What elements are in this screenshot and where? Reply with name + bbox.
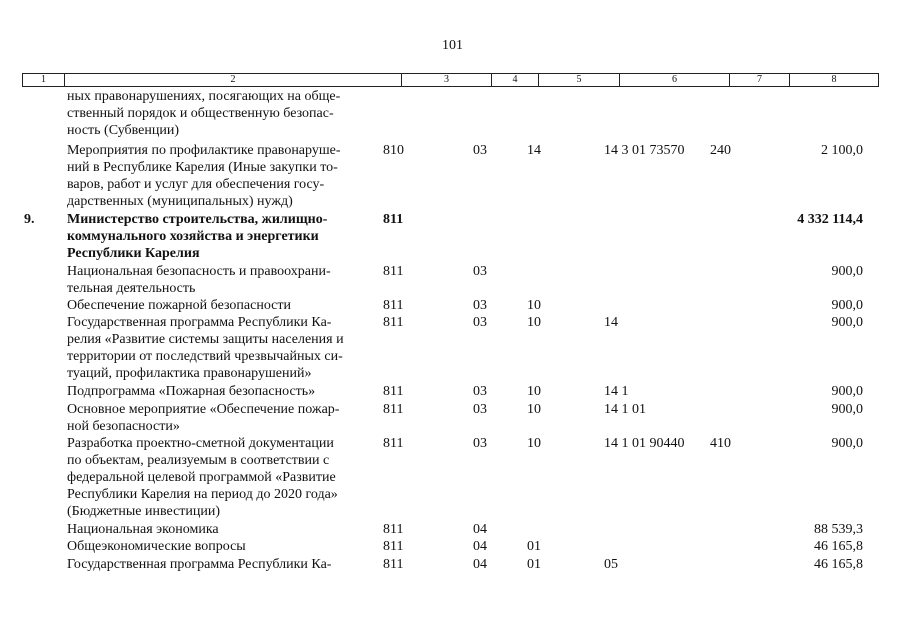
row-name-line: по объектам, реализуемым в соответствии с [67, 453, 330, 468]
ministry-code: 811 [383, 264, 404, 279]
row-name-line: Республики Карелия [67, 246, 200, 261]
target-article-code: 14 1 01 [604, 402, 646, 417]
row-name-line: Национальная безопасность и правоохрани- [67, 264, 331, 279]
ministry-code: 811 [383, 522, 404, 537]
row-name [67, 401, 367, 435]
row-name-line: Разработка проектно-сметной документации [67, 436, 334, 451]
target-article-code: 14 1 01 90440 [604, 436, 685, 451]
row-name-line: Обеспечение пожарной безопасности [67, 298, 292, 313]
row-name [67, 142, 367, 210]
section-code: 03 [473, 436, 487, 451]
amount: 2 100,0 [821, 143, 863, 158]
target-article-code: 05 [604, 557, 618, 572]
header-col-6: 6 [619, 74, 729, 86]
row-name-line: дарственных (муниципальных) нужд) [67, 194, 293, 209]
row-name-line: ных правонарушениях, посягающих на обще- [67, 89, 341, 104]
ministry-code: 811 [383, 539, 404, 554]
row-name-line: релия «Развитие системы защиты населения и [67, 332, 344, 347]
ministry-code: 810 [383, 143, 404, 158]
expense-type-code: 240 [710, 143, 731, 158]
ministry-code: 811 [383, 315, 404, 330]
header-col-8: 8 [789, 74, 878, 86]
row-name [67, 263, 367, 297]
amount: 88 539,3 [814, 522, 863, 537]
row-name-line: Основное мероприятие «Обеспечение пожар- [67, 402, 340, 417]
section-code: 04 [473, 539, 487, 554]
subsection-code: 14 [527, 143, 541, 158]
row-name-line: ной безопасности» [67, 419, 180, 434]
header-col-5: 5 [538, 74, 619, 86]
ministry-code: 811 [383, 557, 404, 572]
subsection-code: 10 [527, 298, 541, 313]
row-name-line: территории от последствий чрезвычайных си- [67, 349, 343, 364]
amount: 900,0 [831, 402, 863, 417]
header-col-1: 1 [41, 74, 46, 85]
amount: 46 165,8 [814, 557, 863, 572]
subsection-code: 10 [527, 402, 541, 417]
row-name-line: Мероприятия по профилактике правонаруше- [67, 143, 341, 158]
row-name-line: Национальная экономика [67, 522, 219, 537]
row-name-line: Министерство строительства, жилищно- [67, 212, 328, 227]
amount: 900,0 [831, 436, 863, 451]
expense-type-code: 410 [710, 436, 731, 451]
row-name-line: тельная деятельность [67, 281, 196, 296]
row-name-line: (Бюджетные инвестиции) [67, 504, 221, 519]
subsection-code: 01 [527, 539, 541, 554]
target-article-code: 14 1 [604, 384, 629, 399]
ministry-code: 811 [383, 402, 404, 417]
section-code: 03 [473, 402, 487, 417]
amount: 900,0 [831, 384, 863, 399]
row-name [67, 383, 367, 400]
subsection-code: 01 [527, 557, 541, 572]
row-name-line: туаций, профилактика правонарушений» [67, 366, 312, 381]
section-code: 04 [473, 557, 487, 572]
row-name [67, 521, 367, 538]
ministry-code: 811 [383, 298, 404, 313]
table-header [22, 73, 879, 87]
row-name-line: ний в Республике Карелия (Иные закупки то- [67, 160, 338, 175]
subsection-code: 10 [527, 384, 541, 399]
row-name-line: Республики Карелия на период до 2020 года» [67, 487, 338, 502]
amount: 900,0 [831, 298, 863, 313]
row-name [67, 297, 367, 314]
row-name [67, 211, 367, 262]
row-name [67, 435, 367, 520]
row-name-line: Государственная программа Республики Ка- [67, 557, 332, 572]
page-number: 101 [442, 38, 463, 53]
header-col-7: 7 [729, 74, 789, 86]
row-name-line: ственный порядок и общественную безопас- [67, 106, 334, 121]
amount: 900,0 [831, 315, 863, 330]
row-name-line: варов, работ и услуг для обеспечения госу- [67, 177, 325, 192]
row-name [67, 314, 367, 382]
header-col-3: 3 [401, 74, 491, 86]
row-name [67, 556, 367, 573]
section-code: 04 [473, 522, 487, 537]
ministry-code: 811 [383, 436, 404, 451]
header-col-4: 4 [491, 74, 538, 86]
row-name-line: федеральной целевой программой «Развитие [67, 470, 336, 485]
row-name-line: ность (Субвенции) [67, 123, 180, 138]
target-article-code: 14 [604, 315, 618, 330]
ministry-code: 811 [383, 212, 404, 227]
row-name-line: Общеэкономические вопросы [67, 539, 246, 554]
section-code: 03 [473, 384, 487, 399]
section-code: 03 [473, 298, 487, 313]
subsection-code: 10 [527, 436, 541, 451]
header-col-2: 2 [64, 74, 401, 86]
subsection-code: 10 [527, 315, 541, 330]
row-number: 9. [24, 212, 35, 227]
row-name-line: коммунального хозяйства и энергетики [67, 229, 319, 244]
row-name-line: Государственная программа Республики Ка- [67, 315, 332, 330]
amount: 46 165,8 [814, 539, 863, 554]
amount: 900,0 [831, 264, 863, 279]
section-code: 03 [473, 315, 487, 330]
amount: 4 332 114,4 [797, 212, 863, 227]
target-article-code: 14 3 01 73570 [604, 143, 685, 158]
section-code: 03 [473, 143, 487, 158]
row-name [67, 88, 367, 139]
row-name-line: Подпрограмма «Пожарная безопасность» [67, 384, 316, 399]
ministry-code: 811 [383, 384, 404, 399]
row-name [67, 538, 367, 555]
section-code: 03 [473, 264, 487, 279]
